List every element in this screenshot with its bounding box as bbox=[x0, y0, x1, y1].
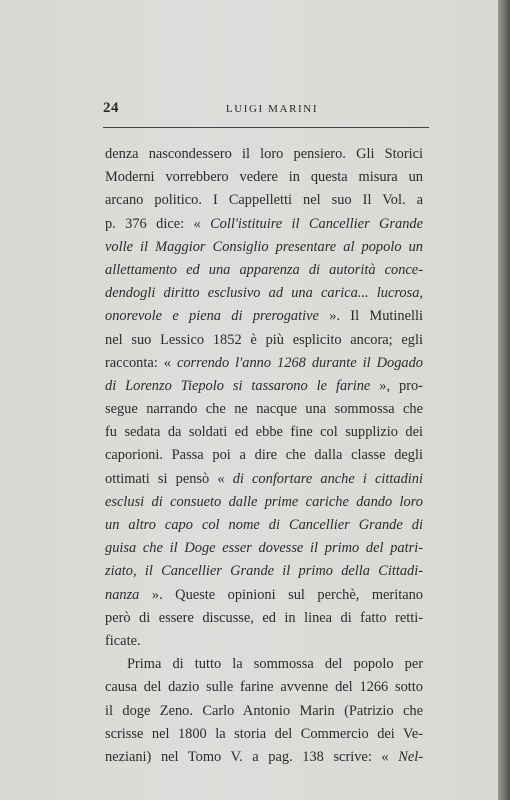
header-rule bbox=[103, 127, 429, 128]
text-line bbox=[105, 700, 423, 723]
text-line bbox=[105, 259, 423, 282]
text-line bbox=[105, 723, 423, 746]
italic-quote-segment: volle il Maggior Consiglio presentare al popolo un bbox=[105, 238, 423, 255]
text-segment: p. 376 dice: « bbox=[105, 215, 211, 232]
text-line bbox=[105, 189, 423, 212]
italic-quote-segment: Coll'istituire il Cancellier Grande bbox=[210, 215, 423, 232]
italic-quote-segment: nanza bbox=[105, 586, 140, 603]
text-segment: arcano politico. I Cappelletti nel suo Il Vol. a bbox=[105, 192, 423, 209]
page-number: 24 bbox=[103, 100, 119, 116]
text-segment: nel suo Lessico 1852 è più esplicito ancora; egli bbox=[105, 331, 423, 348]
text-segment: ficate. bbox=[105, 632, 141, 649]
text-line bbox=[105, 421, 423, 444]
text-segment: segue narrando che ne nacque una sommossa che bbox=[105, 401, 423, 418]
book-spine-edge bbox=[498, 0, 510, 800]
text-line bbox=[105, 468, 423, 491]
text-line bbox=[105, 398, 423, 421]
italic-quote-segment: allettamento ed una apparenza di autorità conce- bbox=[105, 261, 423, 278]
text-line bbox=[105, 584, 423, 607]
text-line bbox=[105, 305, 423, 328]
text-line bbox=[105, 630, 423, 653]
text-segment: ottimati si pensò « bbox=[105, 470, 233, 487]
italic-quote-segment: guisa che il Doge esser dovesse il primo del patri- bbox=[105, 540, 423, 557]
text-line bbox=[105, 514, 423, 537]
text-line bbox=[105, 537, 423, 560]
text-segment: causa del dazio sulle farine avvenne del 1266 sotto bbox=[105, 679, 423, 696]
italic-quote-segment: di Lorenzo Tiepolo si tassarono le farine bbox=[105, 377, 371, 394]
text-segment: raccontа: « bbox=[105, 354, 177, 371]
italic-quote-segment: ziato, il Cancellier Grande il primo della Cittadi- bbox=[105, 563, 423, 580]
text-segment: denza nascondessero il loro pensiero. Gli Storici bbox=[105, 146, 423, 162]
text-line bbox=[105, 282, 423, 305]
running-head: LUIGI MARINI bbox=[225, 103, 319, 115]
text-line bbox=[105, 560, 423, 583]
italic-quote-segment: dendogli diritto esclusivo ad una carica... lucrosa, bbox=[105, 285, 423, 302]
text-line bbox=[105, 491, 423, 514]
text-line bbox=[105, 213, 423, 236]
italic-quote-segment: onorevole e piena di prerogative bbox=[105, 308, 319, 325]
italic-quote-segment: Nel- bbox=[398, 748, 423, 765]
italic-quote-segment: di confortare anche i cittadini bbox=[232, 470, 423, 487]
text-line bbox=[105, 444, 423, 467]
italic-quote-segment: un altro capo col nome di Cancellier Grande di bbox=[105, 517, 423, 533]
text-segment: », pro- bbox=[370, 377, 423, 394]
page-header bbox=[103, 100, 429, 120]
text-line bbox=[105, 166, 423, 189]
text-segment: neziani) nel Tomo V. a pag. 138 scrive: « bbox=[105, 748, 399, 765]
italic-quote-segment: correndo l'anno 1268 durante il Dogado bbox=[176, 354, 423, 371]
body-text bbox=[105, 143, 423, 769]
text-line bbox=[105, 352, 423, 375]
text-line bbox=[105, 375, 423, 398]
text-segment: ». Queste opinioni sul perchè, meritano bbox=[139, 586, 423, 603]
text-line bbox=[105, 746, 423, 769]
text-line bbox=[105, 676, 423, 699]
text-segment: Moderni vorrebbero vedere in questa misura un bbox=[105, 169, 423, 186]
text-line bbox=[105, 329, 423, 352]
text-segment: scrisse nel 1800 la storia del Commercio dei Ve- bbox=[105, 725, 423, 742]
text-line bbox=[105, 653, 423, 676]
text-line bbox=[105, 236, 423, 259]
text-segment: fu sedata da soldati ed ebbe fine col supplizio dei bbox=[105, 424, 423, 441]
text-segment: il doge Zeno. Carlo Antonio Marin (Patrizio che bbox=[105, 702, 423, 719]
text-line bbox=[105, 607, 423, 630]
italic-quote-segment: esclusi di consueto dalle prime cariche dando loro bbox=[105, 493, 423, 510]
text-segment: Prima di tutto la sommossa del popolo per bbox=[127, 656, 423, 673]
text-segment: però di essere discusse, ed in linea di fatto retti- bbox=[105, 609, 423, 626]
text-segment: caporioni. Passa poi a dire che dalla classe degli bbox=[105, 447, 423, 464]
text-line bbox=[105, 143, 423, 166]
text-segment: ». Il Mutinelli bbox=[318, 308, 423, 325]
